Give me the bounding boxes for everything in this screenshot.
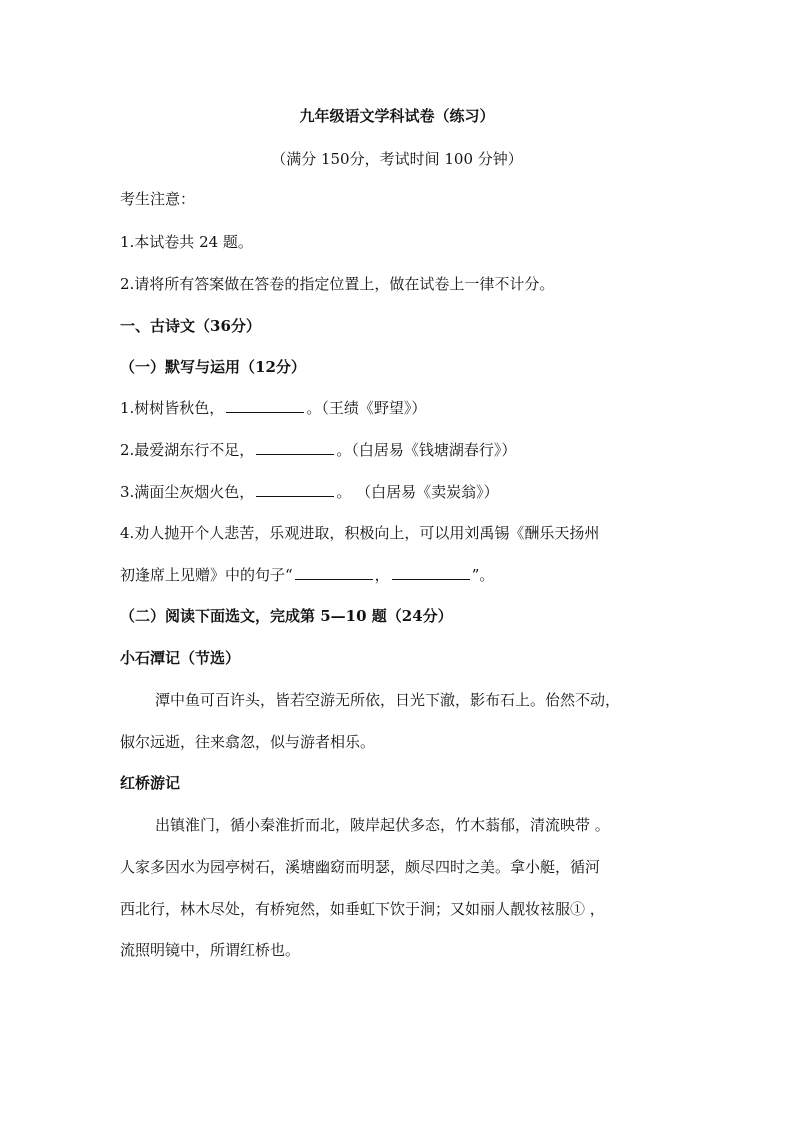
notice-item-1: 1.本试卷共 24 题。 [120, 233, 253, 251]
part-2-heading: （二）阅读下面选文，完成第 5—10 题（24分） [120, 607, 453, 625]
answer-blank [226, 398, 304, 413]
question-1-source: 。（王绩《野望》） [306, 399, 427, 417]
text-1-line: 潭中鱼可百许头，皆若空游无所依，日光下澈，影布石上。佁然不动， [155, 691, 621, 709]
text-2-line: 西北行，林木尽处，有桥宛然，如垂虹下饮于涧；又如丽人靓妆袨服① ， [120, 900, 605, 918]
text-2-line: 流照明镜中，所谓红桥也。 [120, 941, 301, 959]
question-4-text: 初逢席上见赠》中的句子“ [120, 566, 293, 584]
notice-heading: 考生注意： [120, 190, 196, 208]
text-2-line: 人家多因水为园亭树石，溪塘幽窈而明瑟，颇尽四时之美。拿小艇，循河 [120, 858, 601, 876]
text-1-line: 俶尔远逝，往来翕忽，似与游者相乐。 [120, 733, 376, 751]
text-2-title: 红桥游记 [120, 774, 181, 792]
answer-blank [256, 440, 334, 455]
question-3 [120, 482, 499, 502]
question-4-line-2 [120, 565, 494, 585]
question-1-text: 1.树树皆秋色， [120, 399, 225, 417]
answer-blank [256, 482, 334, 497]
question-3-source: 。 （白居易《卖炭翁》） [336, 483, 499, 501]
notice-item-2: 2.请将所有答案做在答卷的指定位置上，做在试卷上一律不计分。 [120, 275, 555, 293]
answer-blank [295, 565, 373, 580]
exam-subtitle: （满分 150分，考试时间 100 分钟） [271, 150, 523, 168]
question-3-text: 3.满面尘灰烟火色， [120, 483, 255, 501]
question-4-line-1: 4.劝人抛开个人悲苦，乐观进取，积极向上，可以用刘禹锡《酬乐天扬州 [120, 524, 600, 542]
section-1-heading: 一、古诗文（36分） [120, 317, 261, 335]
question-1 [120, 398, 426, 418]
question-2 [120, 440, 516, 460]
question-4-end: ”。 [471, 566, 495, 584]
question-4-comma: ， [374, 566, 390, 584]
question-2-source: 。（白居易《钱塘湖春行》） [336, 441, 517, 459]
text-2-line: 出镇淮门，循小秦淮折而北，陂岸起伏多态，竹木蓊郁，清流映带 。 [155, 816, 610, 834]
question-2-text: 2.最爱湖东行不足， [120, 441, 255, 459]
exam-title: 九年级语文学科试卷（练习） [299, 107, 495, 125]
part-1-heading: （一）默写与运用（12分） [120, 358, 306, 376]
answer-blank [392, 565, 470, 580]
text-1-title: 小石潭记（节选） [120, 649, 241, 667]
